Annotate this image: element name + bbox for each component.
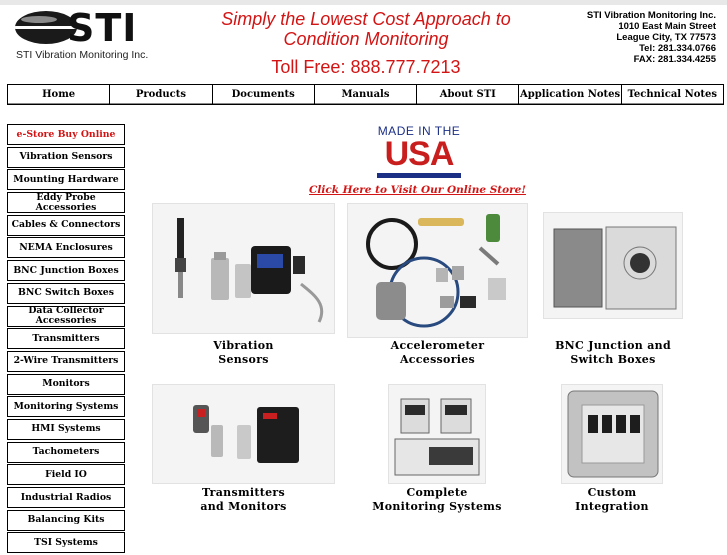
sidebar-item-hmi[interactable]: HMI Systems bbox=[7, 419, 125, 440]
sidebar-item-eddy-probe[interactable]: Eddy Probe Accessories bbox=[7, 192, 125, 213]
product-accelerometer-accessories[interactable] bbox=[347, 203, 528, 368]
sidebar-item-field-io[interactable]: Field IO bbox=[7, 464, 125, 485]
nav-manuals[interactable]: Manuals bbox=[315, 85, 417, 104]
logo-subtitle: STI Vibration Monitoring Inc. bbox=[16, 49, 149, 61]
caption-line: Sensors bbox=[218, 353, 269, 366]
nav-application-notes[interactable]: Application Notes bbox=[519, 85, 621, 104]
sidebar bbox=[7, 124, 125, 555]
product-caption bbox=[523, 339, 703, 367]
caption-line: Accelerometer bbox=[390, 339, 485, 352]
caption-line: Monitoring Systems bbox=[372, 500, 502, 513]
product-caption bbox=[152, 339, 335, 367]
badge-top-text: MADE IN THE bbox=[377, 124, 461, 138]
product-transmitters-monitors[interactable] bbox=[152, 384, 335, 516]
address-line: League City, TX 77573 bbox=[616, 32, 716, 43]
nav-technical-notes[interactable]: Technical Notes bbox=[622, 85, 723, 104]
address-line: FAX: 281.334.4255 bbox=[633, 54, 716, 65]
logo-text: STI bbox=[67, 6, 138, 50]
product-caption bbox=[348, 486, 526, 514]
address-line: 1010 East Main Street bbox=[618, 21, 716, 32]
caption-line: Vibration bbox=[213, 339, 274, 352]
sidebar-item-cables[interactable]: Cables & Connectors bbox=[7, 215, 125, 236]
product-bnc-boxes[interactable] bbox=[543, 212, 683, 368]
sidebar-item-nema[interactable]: NEMA Enclosures bbox=[7, 237, 125, 258]
tagline-line1: Simply the Lowest Cost Approach to bbox=[221, 9, 511, 29]
sidebar-item-transmitters[interactable]: Transmitters bbox=[7, 328, 125, 349]
sti-logo[interactable] bbox=[13, 6, 149, 62]
monitoring-systems-image bbox=[388, 384, 486, 484]
nav-products[interactable]: Products bbox=[110, 85, 212, 104]
sidebar-item-bnc-junction[interactable]: BNC Junction Boxes bbox=[7, 260, 125, 281]
sidebar-item-balancing[interactable]: Balancing Kits bbox=[7, 510, 125, 531]
made-in-usa-badge bbox=[377, 124, 461, 179]
vibration-sensors-image bbox=[152, 203, 335, 334]
sidebar-item-2wire[interactable]: 2-Wire Transmitters bbox=[7, 351, 125, 372]
sidebar-item-radios[interactable]: Industrial Radios bbox=[7, 487, 125, 508]
online-store-link[interactable]: Click Here to Visit Our Online Store! bbox=[309, 184, 526, 196]
sidebar-item-data-collector[interactable]: Data Collector Accessories bbox=[7, 306, 125, 327]
caption-line: Custom bbox=[587, 486, 637, 499]
caption-line: Integration bbox=[575, 500, 649, 513]
bnc-boxes-image bbox=[543, 212, 683, 319]
address-line: Tel: 281.334.0766 bbox=[639, 43, 716, 54]
caption-line: Switch Boxes bbox=[570, 353, 656, 366]
tagline-line2: Condition Monitoring bbox=[283, 29, 449, 49]
caption-line: and Monitors bbox=[200, 500, 287, 513]
accelerometer-accessories-image bbox=[347, 203, 528, 338]
main-nav bbox=[7, 84, 724, 105]
nav-documents[interactable]: Documents bbox=[213, 85, 315, 104]
custom-integration-image bbox=[561, 384, 663, 484]
sidebar-item-monitoring-systems[interactable]: Monitoring Systems bbox=[7, 396, 125, 417]
product-custom-integration[interactable] bbox=[561, 384, 663, 516]
toll-free-number: Toll Free: 888.777.7213 bbox=[271, 57, 461, 77]
product-vibration-sensors[interactable] bbox=[152, 203, 335, 368]
nav-about[interactable]: About STI bbox=[417, 85, 519, 104]
sidebar-item-tachometers[interactable]: Tachometers bbox=[7, 442, 125, 463]
product-caption bbox=[347, 339, 528, 367]
badge-usa-text: USA bbox=[384, 135, 454, 173]
sidebar-item-bnc-switch[interactable]: BNC Switch Boxes bbox=[7, 283, 125, 304]
address-line: STI Vibration Monitoring Inc. bbox=[586, 10, 716, 21]
transmitters-monitors-image bbox=[152, 384, 335, 484]
company-address bbox=[587, 10, 716, 65]
top-strip bbox=[0, 0, 727, 5]
sidebar-item-vibration-sensors[interactable]: Vibration Sensors bbox=[7, 147, 125, 168]
tagline bbox=[196, 9, 536, 49]
sidebar-item-monitors[interactable]: Monitors bbox=[7, 374, 125, 395]
sidebar-item-mounting-hardware[interactable]: Mounting Hardware bbox=[7, 169, 125, 190]
product-monitoring-systems[interactable] bbox=[372, 384, 502, 516]
caption-line: Accessories bbox=[399, 353, 476, 366]
nav-home[interactable]: Home bbox=[8, 85, 110, 104]
caption-line: Complete bbox=[406, 486, 468, 499]
product-caption bbox=[152, 486, 335, 514]
badge-bar bbox=[377, 173, 461, 178]
caption-line: Transmitters bbox=[201, 486, 286, 499]
sidebar-item-tsi[interactable]: TSI Systems bbox=[7, 532, 125, 553]
product-caption bbox=[523, 486, 701, 514]
sidebar-item-estore[interactable]: e-Store Buy Online bbox=[7, 124, 125, 145]
caption-line: BNC Junction and bbox=[555, 339, 671, 352]
